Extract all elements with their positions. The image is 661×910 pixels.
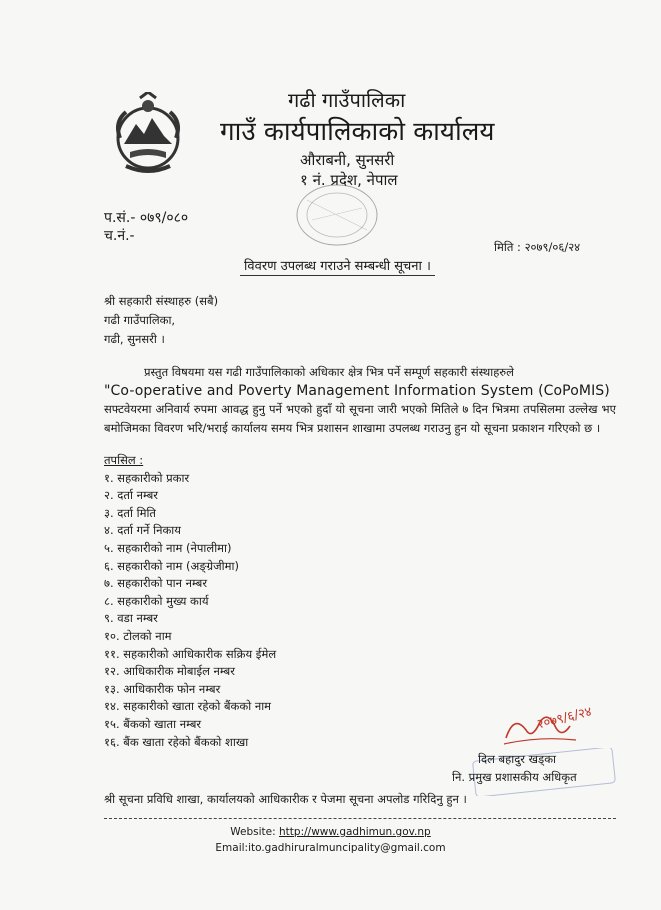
notice-body-software-name: "Co-operative and Poverty Management Information System (CoPoMIS)	[104, 382, 610, 399]
list-item: ११. सहकारीको आधिकारीक सक्रिय ईमेल	[104, 646, 277, 661]
tapsil-heading: तपसिल :	[104, 453, 144, 467]
office-province: १ नं. प्रदेश, नेपाल	[300, 171, 398, 189]
list-item: ८. सहकारीको मुख्य कार्य	[104, 593, 209, 608]
notice-body-part-1: प्रस्तुत विषयमा यस गढी गाउँपालिकाको अधिकार क्षेत्र भित्र पर्ने सम्पूर्ण सहकारी संस्थाहरुले	[144, 365, 514, 379]
subject-line: विवरण उपलब्ध गराउने सम्बन्धी सूचना ।	[240, 256, 435, 276]
list-item: १४. सहकारीको खाता रहेको बैंकको नाम	[104, 699, 272, 714]
notice-body-part-3: सफ्टवेयरमा अनिवार्य रुपमा आवद्ध हुनु पर्ने भएको हुदाँ यो सूचना जारी भएको मितिले ७ दिन भित्रमा तपसिलमा उल्लेख भए बमोजिमका विवरण भरि/भराई कार्यालय समय भित्र प्रशासन शाखामा उपलब्ध गराउनु हुन यो सूचना प्रकाशन गरिएको छ ।	[104, 402, 616, 435]
details-list	[104, 453, 277, 751]
list-item: १३. आधिकारीक फोन नम्बर	[104, 681, 221, 696]
addressee-line-1: श्री सहकारी संस्थाहरु (सबै)	[104, 294, 219, 308]
list-item: १६. बैंक खाता रहेको बैंकको शाखा	[104, 734, 249, 749]
office-name: गाउँ कार्यपालिकाको कार्यालय	[220, 117, 495, 147]
notice-body	[104, 363, 616, 437]
list-item: ४. दर्ता गर्ने निकाय	[104, 523, 181, 538]
list-item: १२. आधिकारीक मोबाईल नम्बर	[104, 664, 235, 679]
addressee-line-2: गढी गाउँपालिका,	[104, 313, 176, 327]
list-item: १. सहकारीको प्रकार	[104, 470, 190, 485]
list-item: ७. सहकारीको पान नम्बर	[104, 576, 208, 591]
dispatch-number: च.नं.-	[104, 228, 135, 244]
list-item: १०. टोलको नाम	[104, 628, 172, 643]
website-link[interactable]: http://www.gadhimun.gov.np	[279, 826, 431, 838]
signatory-name: दिल बहादुर खड्का	[478, 752, 557, 766]
footer-email: Email:ito.gadhiruralmuncipality@gmail.com	[215, 842, 446, 854]
footer-website	[0, 826, 661, 838]
municipality-name: गढी गाउँपालिका	[288, 88, 406, 112]
cc-note: श्री सूचना प्रविधि शाखा, कार्यालयको आधिकारीक र पेजमा सूचना अपलोड गरिदिनु हुन ।	[104, 792, 467, 806]
office-location: औराबनी, सुनसरी	[300, 151, 395, 169]
nepal-government-emblem-icon	[106, 92, 190, 176]
list-item: ६. सहकारीको नाम (अङ्ग्रेजीमा)	[104, 558, 239, 573]
letter-reference-number: प.सं.- ०७९/०८०	[104, 210, 189, 226]
signatory-title: नि. प्रमुख प्रशासकीय अधिकृत	[452, 770, 577, 784]
addressee-line-3: गढी, सुनसरी ।	[104, 332, 165, 346]
list-item: २. दर्ता नम्बर	[104, 488, 158, 503]
list-item: ३. दर्ता मिति	[104, 505, 156, 520]
signature-stamp-icon	[470, 748, 620, 796]
footer-divider	[104, 818, 616, 819]
letter-date: मिति : २०७९/०६/२४	[494, 240, 581, 254]
list-item: ५. सहकारीको नाम (नेपालीमा)	[104, 540, 232, 555]
list-item: १५. बैंकको खाता नम्बर	[104, 716, 202, 731]
handwritten-date: २०७९/६/२४	[535, 704, 594, 733]
office-stamp-icon	[282, 180, 392, 250]
list-item: ९. वडा नम्बर	[104, 611, 158, 626]
website-label: Website:	[230, 826, 276, 838]
